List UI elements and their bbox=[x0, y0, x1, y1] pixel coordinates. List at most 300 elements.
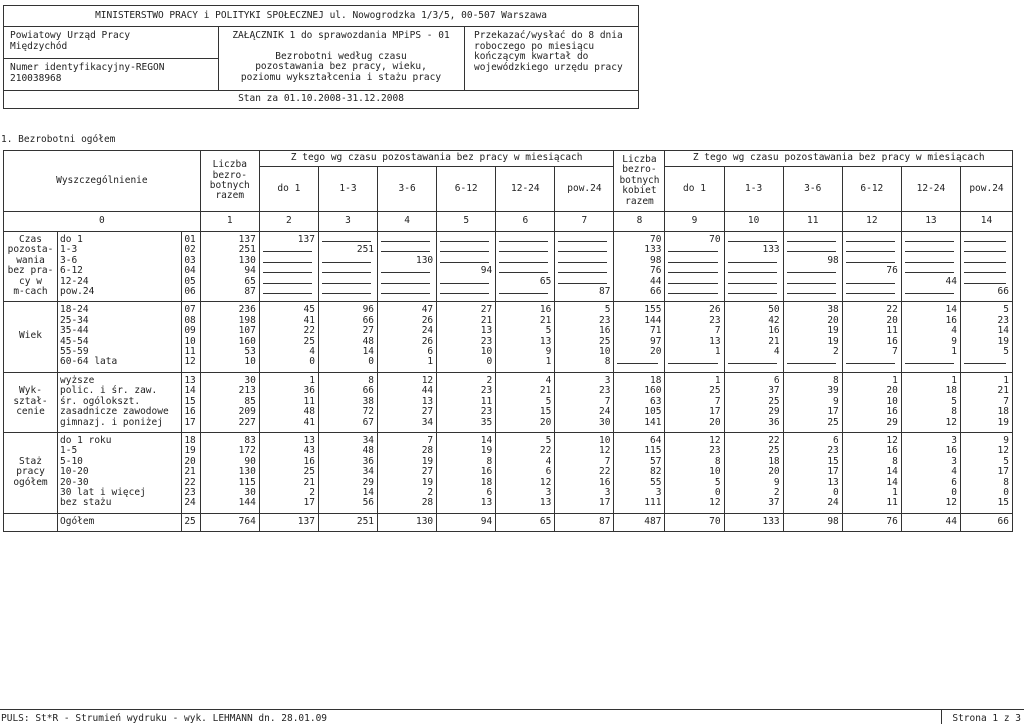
value-column bbox=[724, 432, 783, 513]
table-cell: 16 bbox=[539, 304, 552, 316]
empty-dash bbox=[555, 256, 610, 266]
table-cell: 34 bbox=[362, 434, 375, 446]
row-name: bez stażu bbox=[60, 497, 112, 509]
table-cell: 6 bbox=[833, 434, 839, 446]
table-cell: 85 bbox=[244, 395, 256, 407]
table-cell: 115 bbox=[644, 445, 662, 457]
empty-dash bbox=[843, 235, 898, 245]
col-header-months-5: pow.24 bbox=[555, 167, 614, 212]
table-cell: 22 bbox=[303, 325, 315, 337]
table-cell: 16 bbox=[599, 325, 611, 337]
column-number: 8 bbox=[614, 212, 665, 232]
table-cell: 19 bbox=[421, 476, 434, 488]
value-column bbox=[437, 372, 496, 432]
table-cell: 56 bbox=[362, 497, 375, 509]
total-cell: 137 bbox=[259, 513, 318, 531]
table-cell: 71 bbox=[649, 325, 662, 337]
row-code: 08 bbox=[184, 314, 196, 326]
table-cell: 15 bbox=[827, 455, 839, 467]
column-number: 10 bbox=[724, 212, 783, 232]
table-cell: 144 bbox=[644, 314, 662, 326]
table-cell: 66 bbox=[649, 286, 662, 298]
empty-dash bbox=[496, 256, 551, 266]
table-cell: 198 bbox=[238, 314, 256, 326]
table-cell: 30 bbox=[244, 486, 256, 498]
column-number: 2 bbox=[259, 212, 318, 232]
table-cell: 8 bbox=[1003, 476, 1009, 488]
column-number: 13 bbox=[901, 212, 960, 232]
value-column bbox=[724, 232, 783, 302]
table-cell: 4 bbox=[545, 455, 552, 467]
report-period: Stan za 01.10.2008-31.12.2008 bbox=[238, 93, 404, 104]
row-code: 21 bbox=[184, 466, 196, 478]
empty-dash bbox=[496, 235, 551, 245]
table-cell: 27 bbox=[480, 304, 493, 316]
table-cell: 20 bbox=[827, 314, 839, 326]
empty-dash bbox=[725, 266, 780, 276]
table-cell: 10 bbox=[480, 346, 493, 358]
empty-dash bbox=[319, 256, 374, 266]
row-code: 16 bbox=[184, 406, 196, 418]
table-cell: 14 bbox=[362, 346, 375, 358]
table-cell: 35 bbox=[480, 416, 493, 428]
column-number: 12 bbox=[842, 212, 901, 232]
table-cell: 23 bbox=[599, 385, 611, 397]
table-cell: 23 bbox=[827, 445, 839, 457]
table-cell: 48 bbox=[362, 445, 375, 457]
table-cell: 37 bbox=[768, 385, 780, 397]
value-column bbox=[724, 372, 783, 432]
table-cell: 76 bbox=[649, 265, 662, 277]
col-header-group: Z tego wg czasu pozostawania bez pracy w miesiącach bbox=[259, 151, 614, 167]
table-cell: 64 bbox=[649, 434, 662, 446]
table-cell: 9 bbox=[951, 335, 957, 347]
total-cell: 87 bbox=[555, 513, 614, 531]
table-cell: 10 bbox=[886, 395, 898, 407]
table-cell: 2 bbox=[486, 374, 493, 386]
table-cell: 57 bbox=[649, 455, 662, 467]
table-cell: 10 bbox=[599, 434, 611, 446]
table-cell: 21 bbox=[768, 335, 780, 347]
empty-dash bbox=[665, 266, 720, 276]
table-cell: 160 bbox=[644, 385, 662, 397]
empty-dash bbox=[665, 357, 720, 367]
total-cell: 133 bbox=[724, 513, 783, 531]
table-cell: 66 bbox=[997, 285, 1009, 297]
value-column bbox=[960, 302, 1012, 372]
table-cell: 24 bbox=[599, 406, 611, 418]
table-cell: 15 bbox=[997, 497, 1009, 509]
table-cell: 6 bbox=[545, 466, 552, 478]
value-column bbox=[901, 232, 960, 302]
empty-dash bbox=[437, 235, 492, 245]
table-cell: 19 bbox=[421, 455, 434, 467]
row-name: 20-30 bbox=[60, 476, 89, 488]
empty-dash bbox=[902, 266, 957, 276]
row-name: 5-10 bbox=[60, 455, 83, 467]
empty-dash bbox=[555, 245, 610, 255]
table-cell: 48 bbox=[303, 406, 315, 418]
table-cell: 11 bbox=[480, 395, 493, 407]
table-cell: 20 bbox=[886, 314, 898, 326]
table-cell: 26 bbox=[421, 314, 434, 326]
table-cell: 38 bbox=[827, 304, 839, 316]
row-name: gimnazj. i poniżej bbox=[60, 416, 163, 428]
table-cell: 213 bbox=[238, 385, 256, 397]
empty-dash bbox=[784, 235, 839, 245]
table-cell: 227 bbox=[238, 416, 256, 428]
table-cell: 23 bbox=[480, 406, 493, 418]
total-label: Ogółem bbox=[58, 513, 182, 531]
regon-number: Numer identyfikacyjny-REGON 210038968 bbox=[10, 62, 165, 84]
value-column bbox=[842, 372, 901, 432]
total-cell: 487 bbox=[614, 513, 665, 531]
table-cell: 19 bbox=[480, 445, 493, 457]
total-blank bbox=[4, 513, 58, 531]
table-cell: 10 bbox=[709, 466, 721, 478]
total-cell: 66 bbox=[960, 513, 1012, 531]
table-cell: 12 bbox=[997, 445, 1009, 457]
table-cell: 8 bbox=[368, 374, 375, 386]
table-cell: 26 bbox=[709, 304, 721, 316]
table-cell: 2 bbox=[773, 486, 780, 498]
value-column bbox=[259, 372, 318, 432]
table-cell: 53 bbox=[244, 346, 256, 358]
table-cell: 1 bbox=[951, 374, 957, 386]
table-cell: 251 bbox=[238, 244, 256, 256]
empty-dash bbox=[260, 245, 315, 255]
column-number: 3 bbox=[318, 212, 377, 232]
value-column bbox=[259, 302, 318, 372]
table-cell: 70 bbox=[709, 234, 721, 245]
table-cell: 87 bbox=[244, 286, 256, 298]
value-column bbox=[496, 232, 555, 302]
table-cell: 27 bbox=[421, 406, 434, 418]
table-cell: 105 bbox=[644, 406, 662, 418]
row-name: 45-54 bbox=[60, 335, 89, 347]
empty-dash bbox=[902, 256, 957, 266]
table-cell: 4 bbox=[773, 346, 780, 358]
table-cell: 209 bbox=[238, 406, 256, 418]
empty-dash bbox=[555, 266, 610, 276]
empty-dash bbox=[902, 357, 957, 367]
value-column bbox=[901, 432, 960, 513]
row-code: 19 bbox=[184, 445, 196, 457]
table-cell: 7 bbox=[892, 346, 898, 358]
table-cell: 20 bbox=[709, 416, 721, 428]
table-cell: 94 bbox=[244, 265, 256, 277]
table-cell: 16 bbox=[886, 445, 898, 457]
row-code: 20 bbox=[184, 455, 196, 467]
table-cell: 14 bbox=[480, 434, 493, 446]
table-cell: 66 bbox=[362, 385, 375, 397]
row-name: wyższe bbox=[60, 374, 95, 386]
value-column bbox=[496, 372, 555, 432]
value-column bbox=[842, 232, 901, 302]
table-cell: 5 bbox=[1003, 455, 1009, 467]
row-code: 12 bbox=[184, 356, 196, 368]
row-code: 23 bbox=[184, 486, 196, 498]
table-cell: 28 bbox=[421, 445, 434, 457]
row-group-label: Wyk- ształ- cenie bbox=[4, 372, 58, 432]
row-code: 09 bbox=[184, 325, 196, 337]
table-cell: 0 bbox=[309, 356, 315, 368]
table-cell: 17 bbox=[709, 406, 721, 418]
annex-title: ZAŁĄCZNIK 1 do sprawozdania MPiPS - 01 Bezrobotni według czasu pozostawania bez pracy, wieku, poziomu wykształcenia i stażu pracy bbox=[232, 30, 450, 83]
row-group-label: Staż pracy ogółem bbox=[4, 432, 58, 513]
table-cell: 4 bbox=[545, 374, 552, 386]
table-cell: 11 bbox=[886, 325, 898, 337]
table-cell: 16 bbox=[480, 466, 493, 478]
table-cell: 87 bbox=[599, 285, 611, 297]
value-column bbox=[437, 302, 496, 372]
table-cell: 14 bbox=[886, 466, 898, 478]
table-cell: 45 bbox=[303, 304, 315, 316]
table-cell: 18 bbox=[649, 374, 662, 386]
row-name: polic. i śr. zaw. bbox=[60, 385, 158, 397]
row-codes bbox=[182, 432, 200, 513]
empty-dash bbox=[496, 266, 551, 276]
table-cell: 4 bbox=[309, 346, 315, 358]
table-cell: 67 bbox=[362, 416, 375, 428]
table-cell: 8 bbox=[892, 455, 898, 467]
table-cell: 5 bbox=[1003, 304, 1009, 316]
empty-dash bbox=[784, 357, 839, 367]
empty-dash bbox=[725, 256, 780, 266]
value-column bbox=[901, 302, 960, 372]
table-cell: 66 bbox=[362, 314, 375, 326]
office-name: Powiatowy Urząd Pracy Międzychód bbox=[10, 30, 131, 52]
table-cell: 16 bbox=[303, 455, 315, 467]
unemployed-table bbox=[3, 150, 1013, 532]
row-name: 30 lat i więcej bbox=[60, 486, 146, 498]
table-cell: 9 bbox=[833, 395, 839, 407]
total-cell: 70 bbox=[665, 513, 724, 531]
col-header-months-women-4: 12-24 bbox=[901, 167, 960, 212]
table-row-total bbox=[4, 513, 1013, 531]
value-column bbox=[665, 232, 724, 302]
value-column bbox=[555, 232, 614, 302]
empty-dash bbox=[260, 256, 315, 266]
row-code: 17 bbox=[184, 416, 196, 428]
table-cell: 1 bbox=[951, 346, 957, 358]
table-cell: 17 bbox=[599, 497, 611, 509]
table-cell: 41 bbox=[303, 314, 315, 326]
table-cell: 34 bbox=[362, 466, 375, 478]
row-code: 13 bbox=[184, 374, 196, 386]
table-cell: 37 bbox=[768, 497, 780, 509]
value-column bbox=[437, 432, 496, 513]
empty-dash bbox=[843, 256, 898, 266]
value-column bbox=[783, 432, 842, 513]
value-column bbox=[555, 302, 614, 372]
value-column bbox=[318, 302, 377, 372]
row-code: 11 bbox=[184, 346, 196, 358]
table-cell: 3 bbox=[545, 486, 552, 498]
footer-print-info: PULS: St*R - Strumień wydruku - wyk. LEHMANN dn. 28.01.09 bbox=[1, 713, 328, 724]
table-cell: 0 bbox=[368, 356, 375, 368]
row-name: 12-24 bbox=[60, 275, 89, 287]
value-column bbox=[318, 432, 377, 513]
table-cell: 44 bbox=[421, 385, 434, 397]
table-cell: 44 bbox=[945, 275, 957, 287]
empty-dash bbox=[961, 266, 1009, 276]
table-cell: 23 bbox=[709, 445, 721, 457]
empty-dash bbox=[378, 266, 433, 276]
value-column bbox=[318, 232, 377, 302]
row-code: 22 bbox=[184, 476, 196, 488]
value-column bbox=[437, 232, 496, 302]
table-cell: 8 bbox=[714, 455, 721, 467]
col-header-months-women-1: 1-3 bbox=[724, 167, 783, 212]
column-number: 4 bbox=[378, 212, 437, 232]
column-number: 5 bbox=[437, 212, 496, 232]
table-cell: 4 bbox=[951, 325, 957, 337]
value-column bbox=[378, 302, 437, 372]
value-column bbox=[783, 302, 842, 372]
table-cell: 65 bbox=[539, 275, 552, 287]
value-column bbox=[783, 232, 842, 302]
table-cell: 12 bbox=[886, 434, 898, 446]
footer-page-number: Strona 1 z 3 bbox=[952, 713, 1021, 724]
table-cell: 21 bbox=[480, 314, 493, 326]
table-cell: 133 bbox=[644, 244, 662, 256]
value-column bbox=[960, 432, 1012, 513]
value-column bbox=[665, 432, 724, 513]
empty-dash bbox=[961, 245, 1009, 255]
table-cell: 7 bbox=[1003, 395, 1009, 407]
table-cell: 155 bbox=[644, 304, 662, 316]
table-cell: 23 bbox=[709, 314, 721, 326]
table-cell: 5 bbox=[1003, 346, 1009, 358]
column-number: 0 bbox=[4, 212, 201, 232]
table-cell: 130 bbox=[238, 254, 256, 266]
table-cell: 2 bbox=[309, 486, 315, 498]
row-code: 05 bbox=[184, 275, 196, 287]
row-codes bbox=[182, 232, 200, 302]
col-header-months-women-5: pow.24 bbox=[960, 167, 1012, 212]
table-cell: 1 bbox=[1003, 374, 1009, 386]
table-cell: 17 bbox=[827, 406, 839, 418]
table-cell: 30 bbox=[244, 374, 256, 386]
row-names bbox=[58, 232, 182, 302]
row-codes bbox=[182, 302, 200, 372]
row-name: do 1 roku bbox=[60, 434, 112, 446]
table-cell: 20 bbox=[649, 346, 662, 358]
row-name: 55-59 bbox=[60, 346, 89, 358]
value-column bbox=[378, 372, 437, 432]
table-cell: 29 bbox=[362, 476, 375, 488]
empty-dash bbox=[614, 357, 661, 367]
value-column bbox=[614, 372, 665, 432]
empty-dash bbox=[378, 277, 433, 287]
table-cell: 1 bbox=[714, 346, 721, 358]
total-cell: 251 bbox=[318, 513, 377, 531]
table-cell: 0 bbox=[486, 356, 493, 368]
table-cell: 12 bbox=[945, 497, 957, 509]
total-cell: 94 bbox=[437, 513, 496, 531]
empty-dash bbox=[378, 235, 433, 245]
table-cell: 39 bbox=[827, 385, 839, 397]
table-cell: 43 bbox=[303, 445, 315, 457]
table-row-group bbox=[4, 432, 1013, 513]
row-name: 10-20 bbox=[60, 466, 89, 478]
empty-dash bbox=[378, 287, 433, 297]
column-number: 1 bbox=[200, 212, 259, 232]
table-cell: 42 bbox=[768, 314, 780, 326]
row-codes bbox=[182, 372, 200, 432]
table-cell: 12 bbox=[709, 497, 721, 509]
table-cell: 50 bbox=[768, 304, 780, 316]
table-cell: 137 bbox=[238, 234, 256, 245]
table-cell: 11 bbox=[303, 395, 315, 407]
table-cell: 14 bbox=[997, 325, 1009, 337]
table-cell: 16 bbox=[599, 476, 611, 488]
empty-dash bbox=[843, 287, 898, 297]
table-cell: 1 bbox=[892, 374, 898, 386]
table-cell: 65 bbox=[244, 275, 256, 287]
table-cell: 76 bbox=[886, 265, 898, 277]
table-cell: 0 bbox=[1003, 486, 1009, 498]
table-cell: 5 bbox=[951, 395, 957, 407]
empty-dash bbox=[319, 287, 374, 297]
table-cell: 26 bbox=[421, 335, 434, 347]
report-header bbox=[3, 5, 639, 109]
table-cell: 36 bbox=[303, 385, 315, 397]
table-cell: 10 bbox=[244, 356, 256, 368]
empty-dash bbox=[843, 277, 898, 287]
table-cell: 3 bbox=[604, 374, 611, 386]
value-column bbox=[901, 372, 960, 432]
row-names bbox=[58, 432, 182, 513]
table-cell: 14 bbox=[945, 304, 957, 316]
table-cell: 10 bbox=[599, 346, 611, 358]
table-cell: 16 bbox=[768, 325, 780, 337]
table-cell: 25 bbox=[709, 385, 721, 397]
empty-dash bbox=[665, 256, 720, 266]
table-cell: 98 bbox=[649, 254, 662, 266]
table-cell: 12 bbox=[709, 434, 721, 446]
value-column bbox=[614, 432, 665, 513]
table-cell: 19 bbox=[997, 335, 1009, 347]
table-cell: 13 bbox=[539, 497, 552, 509]
table-cell: 0 bbox=[951, 486, 957, 498]
table-cell: 29 bbox=[768, 406, 780, 418]
row-code: 14 bbox=[184, 385, 196, 397]
table-cell: 0 bbox=[714, 486, 721, 498]
value-column bbox=[783, 372, 842, 432]
table-cell: 82 bbox=[649, 466, 662, 478]
table-cell: 28 bbox=[421, 497, 434, 509]
table-cell: 3 bbox=[951, 434, 957, 446]
row-name: 18-24 bbox=[60, 304, 89, 316]
empty-dash bbox=[784, 277, 839, 287]
table-cell: 18 bbox=[945, 385, 957, 397]
table-cell: 36 bbox=[768, 416, 780, 428]
table-cell: 3 bbox=[604, 486, 611, 498]
empty-dash bbox=[843, 245, 898, 255]
row-code: 04 bbox=[184, 265, 196, 277]
table-cell: 13 bbox=[421, 395, 434, 407]
empty-dash bbox=[725, 277, 780, 287]
table-cell: 236 bbox=[238, 304, 256, 316]
table-cell: 22 bbox=[768, 434, 780, 446]
table-cell: 11 bbox=[886, 497, 898, 509]
table-cell: 25 bbox=[303, 466, 315, 478]
table-cell: 22 bbox=[599, 466, 611, 478]
value-column bbox=[200, 302, 259, 372]
row-name: 1-5 bbox=[60, 445, 78, 457]
